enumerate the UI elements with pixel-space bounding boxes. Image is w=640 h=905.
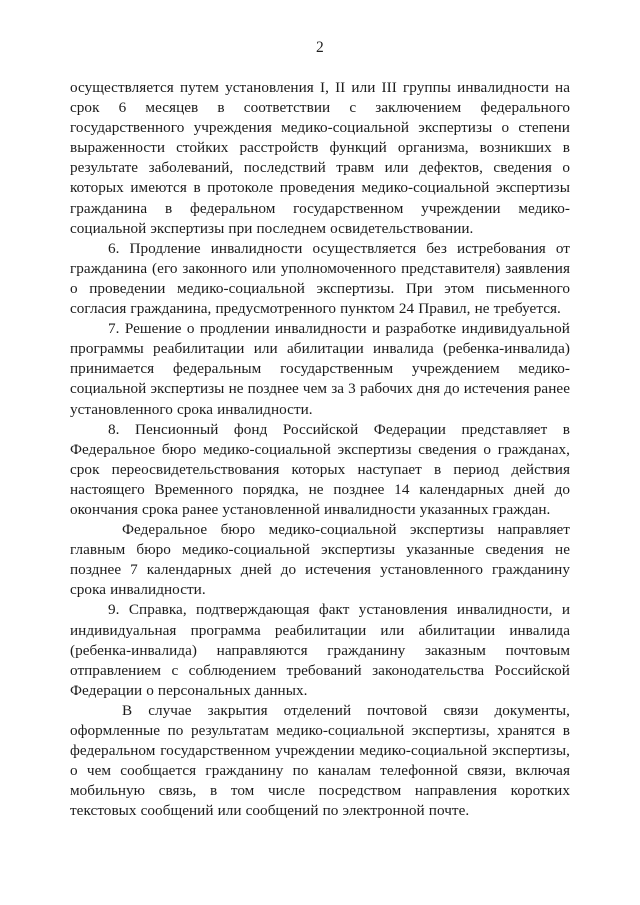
paragraph-continued-5: осуществляется путем установления I, II или III группы инвалидности на срок 6 месяцев в соответствии с заключением федерального государственного учреждения медико-социальной экспертизы о степени выраженности стойких расстройств функций организма, возникших в результате заболеваний, последствий травм или дефектов, сведения о которых имеются в протоколе проведения медико-социальной экспертизы гражданина в федеральном государственном учреждении медико-социальной экспертизы при последнем освидетельствовании. bbox=[70, 79, 570, 237]
paragraph-federal-bureau: Федеральное бюро медико-социальной экспертизы направляет главным бюро медико-социальной экспертизы указанные сведения не позднее 7 календарных дней до истечения установленного гражданину срока инвалидности. bbox=[70, 521, 570, 599]
paragraph-8: 8. Пенсионный фонд Российской Федерации представляет в Федеральное бюро медико-социальной экспертизы сведения о гражданах, срок переосвидетельствования которых наступает в период действия настоящего Временного порядка, не позднее 14 календарных дней до окончания срока ранее установленной инвалидности указанных граждан. bbox=[70, 420, 570, 518]
paragraph-post-office-closure: В случае закрытия отделений почтовой связи документы, оформленные по результатам медико-социальной экспертизы, хранятся в федеральном государственном учреждении медико-социальной экспертизы, о чем сообщается гражданину по каналам телефонной связи, включая мобильную связь, в том числе посредством направления коротких текстовых сообщений или сообщений по электронной почте. bbox=[70, 701, 570, 820]
paragraph-9: 9. Справка, подтверждающая факт установления инвалидности, и индивидуальная программа реабилитации или абилитации инвалида (ребенка-инвалида) направляются гражданину заказным почтовым отправлением с соблюдением требований законодательства Российской Федерации о персональных данных. bbox=[70, 601, 570, 699]
page-number: 2 bbox=[316, 39, 324, 56]
paragraph-7: 7. Решение о продлении инвалидности и разработке индивидуальной программы реабилитации или абилитации инвалида (ребенка-инвалида) принимается федеральным государственным учреждением медико-социальной экспертизы не позднее чем за 3 рабочих дня до истечения ранее установленного срока инвалидности. bbox=[70, 320, 570, 418]
document-body bbox=[70, 78, 570, 821]
paragraph-6: 6. Продление инвалидности осуществляется без истребования от гражданина (его законного или уполномоченного представителя) заявления о проведении медико-социальной экспертизы. При этом письменного согласия гражданина, предусмотренного пунктом 24 Правил, не требуется. bbox=[70, 239, 570, 318]
